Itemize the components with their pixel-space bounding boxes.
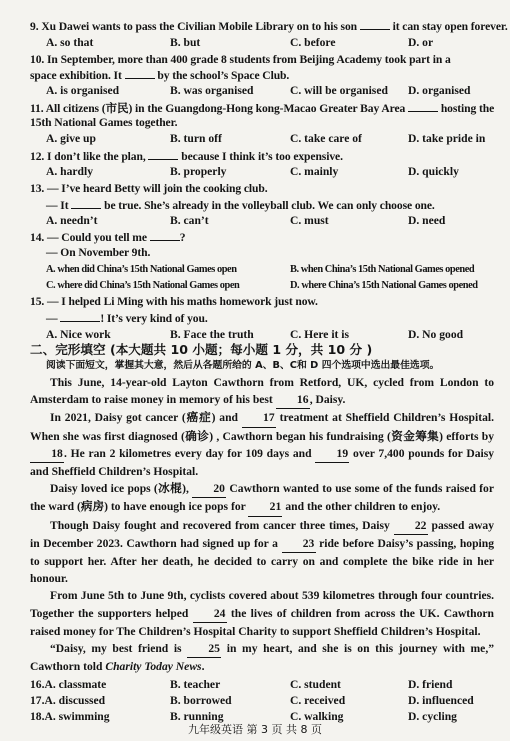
option-a: A. discussed bbox=[44, 694, 106, 707]
option-d: D. friend bbox=[408, 678, 453, 691]
blank-22: 22 bbox=[394, 517, 428, 535]
option-c: C. where did China’s 15th National Games open bbox=[46, 280, 240, 291]
option-d: D. where China’s 15th National Games opened bbox=[290, 280, 478, 291]
option-c: C. received bbox=[290, 694, 346, 707]
question-number: 13. bbox=[30, 182, 45, 195]
passage-paragraph bbox=[30, 374, 494, 409]
answer-blank bbox=[125, 67, 155, 79]
passage-text: . bbox=[201, 660, 205, 674]
options-10 bbox=[46, 83, 500, 98]
question-14-cont bbox=[46, 245, 494, 260]
option-b: B. can’t bbox=[170, 214, 209, 227]
options-13 bbox=[46, 213, 500, 228]
question-text: it can stay open forever. bbox=[392, 20, 508, 33]
blank-17: 17 bbox=[242, 409, 276, 427]
question-text: All citizens (市民) in the Guangdong-Hong kong-Macao Greater Bay Area bbox=[45, 102, 406, 115]
option-row bbox=[30, 693, 105, 708]
option-c: C. mainly bbox=[290, 165, 339, 178]
passage-text: In 2021, Daisy got cancer (癌症) and bbox=[50, 411, 238, 425]
blank-25: 25 bbox=[187, 640, 221, 658]
publication-name: Charity Today News bbox=[105, 660, 202, 674]
question-number: 12. bbox=[30, 150, 45, 163]
passage-text: treatment at Sheffield Children’s Hospital. When she was first diagnosed (确诊) , Cawthorn began his fundraising (资金筹集) efforts by bbox=[30, 411, 494, 443]
passage-text: passed away in December 2023. Cawthorn had signed up for a bbox=[30, 518, 495, 550]
blank-19: 19 bbox=[315, 445, 349, 463]
question-13-cont bbox=[46, 197, 494, 213]
question-text: Xu Dawei wants to pass the Civilian Mobile Library on to his son bbox=[41, 20, 357, 33]
option-row bbox=[30, 677, 106, 692]
passage-text: . He ran 2 kilometres every day for 109 days and bbox=[64, 446, 312, 460]
answer-blank bbox=[408, 100, 438, 112]
question-number: 17. bbox=[30, 694, 45, 707]
question-text: because I think it’s too expensive. bbox=[181, 150, 343, 163]
passage-text: in my heart, and she is on this journey with me,” Cawthorn told bbox=[30, 642, 495, 674]
question-text: — On November 9th. bbox=[46, 246, 151, 259]
question-10-cont bbox=[30, 67, 494, 83]
option-d: D. cycling bbox=[408, 710, 457, 723]
cloze-options-16 bbox=[30, 677, 500, 692]
passage-text: , Daisy. bbox=[309, 393, 346, 407]
question-number: 10. bbox=[30, 53, 45, 66]
option-c: C. must bbox=[290, 214, 329, 227]
passage-text: This June, 14-year-old Layton Cawthorn from Retford, UK, cycled from London to Amsterdam to raise money in memory of his best bbox=[30, 376, 494, 407]
passage-text: From June 5th to June 9th, cyclists covered about 539 kilometres through four countries. Together the supporters helped bbox=[30, 589, 494, 620]
option-a: A. when did China’s 15th National Games open bbox=[46, 264, 237, 275]
option-a: A. hardly bbox=[46, 165, 94, 178]
option-b: B. running bbox=[170, 710, 224, 723]
blank-20: 20 bbox=[192, 480, 226, 498]
cloze-passage bbox=[30, 374, 494, 675]
answer-blank bbox=[150, 229, 180, 241]
option-b: B. turn off bbox=[170, 132, 222, 145]
option-a: A. classmate bbox=[44, 678, 107, 691]
option-b: B. teacher bbox=[170, 678, 221, 691]
option-c: C. before bbox=[290, 36, 336, 49]
option-b: B. properly bbox=[170, 165, 227, 178]
question-number: 18. bbox=[30, 710, 45, 723]
option-d: D. take pride in bbox=[408, 132, 486, 145]
option-b: B. but bbox=[170, 36, 201, 49]
option-d: D. influenced bbox=[408, 694, 474, 707]
section-instruction: 阅读下面短文，掌握其大意，然后从各题所给的 A、B、C和 D 四个选项中选出最佳选项。 bbox=[46, 360, 440, 371]
option-b: B. when China’s 15th National Games opened bbox=[290, 264, 475, 275]
question-number: 16. bbox=[30, 678, 45, 691]
option-c: C. will be organised bbox=[290, 84, 388, 97]
blank-24: 24 bbox=[193, 605, 227, 623]
question-text: — Could you tell me bbox=[47, 231, 147, 244]
passage-paragraph bbox=[30, 640, 494, 675]
options-15 bbox=[46, 327, 500, 342]
question-13 bbox=[30, 181, 494, 196]
page-footer: 九年级英语 第 3 页 共 8 页 bbox=[188, 723, 322, 736]
passage-text: and the other children to enjoy. bbox=[285, 500, 441, 514]
option-b: B. Face the truth bbox=[170, 328, 254, 341]
question-text: ? bbox=[179, 231, 186, 244]
option-d: D. or bbox=[408, 36, 434, 49]
question-text: In September, more than 400 grade 8 students from Beijing Academy took part in a bbox=[47, 53, 451, 66]
question-text: — bbox=[46, 312, 58, 325]
question-text: space exhibition. It bbox=[30, 69, 122, 82]
option-a: A. needn’t bbox=[46, 214, 98, 227]
question-number: 9. bbox=[30, 20, 39, 33]
question-number: 11. bbox=[30, 102, 44, 115]
question-10 bbox=[30, 52, 494, 67]
option-c: C. student bbox=[290, 678, 341, 691]
passage-text: Daisy loved ice pops (冰棍), bbox=[50, 482, 189, 496]
question-text: hosting the bbox=[440, 102, 495, 115]
option-b: B. borrowed bbox=[170, 694, 232, 707]
option-a: A. Nice work bbox=[46, 328, 111, 341]
question-text: ! It’s very kind of you. bbox=[100, 312, 208, 325]
option-d: D. need bbox=[408, 214, 446, 227]
question-15 bbox=[30, 294, 494, 309]
passage-text: Cawthorn wanted to use some of the funds raised for the ward (病房) to have enough ice pops for bbox=[30, 482, 494, 514]
option-d: D. No good bbox=[408, 328, 464, 341]
option-a: A. so that bbox=[46, 36, 94, 49]
option-c: C. walking bbox=[290, 710, 344, 723]
question-12 bbox=[30, 148, 494, 164]
options-11 bbox=[46, 131, 500, 146]
question-11-cont bbox=[30, 115, 494, 130]
question-11 bbox=[30, 100, 494, 116]
passage-text: Though Daisy fought and recovered from cancer three times, Daisy bbox=[50, 518, 390, 532]
passage-paragraph bbox=[30, 587, 494, 640]
question-text: by the school’s Space Club. bbox=[157, 69, 290, 82]
passage-text: the lives of children from across the UK. Cawthorn raised money for The Children’s Hospital Charity to support Sheffield Children’s Hospital. bbox=[30, 606, 494, 638]
question-text: — It bbox=[46, 199, 69, 212]
option-a: A. give up bbox=[46, 132, 96, 145]
question-14 bbox=[30, 229, 494, 245]
question-text: — I helped Li Ming with his maths homework just now. bbox=[47, 295, 318, 308]
blank-16: 16 bbox=[276, 391, 310, 409]
answer-blank bbox=[60, 310, 100, 322]
question-text: be true. She’s already in the volleyball club. We can only choose one. bbox=[104, 199, 435, 212]
blank-21: 21 bbox=[248, 498, 282, 516]
options-14-row2 bbox=[46, 278, 500, 293]
question-text: — I’ve heard Betty will join the cooking club. bbox=[47, 182, 268, 195]
answer-blank bbox=[71, 197, 101, 209]
question-number: 14. bbox=[30, 231, 45, 244]
option-a: A. is organised bbox=[46, 84, 120, 97]
option-c: C. take care of bbox=[290, 132, 362, 145]
answer-blank bbox=[148, 148, 178, 160]
question-number: 15. bbox=[30, 295, 45, 308]
option-a: A. swimming bbox=[44, 710, 110, 723]
passage-text: ride before Daisy’s passing, hoping to support her. After her death, he decided to carry on and complete the bike ride in her honour. bbox=[30, 536, 495, 586]
passage-paragraph bbox=[30, 480, 494, 516]
question-text: I don’t like the plan, bbox=[47, 150, 146, 163]
passage-text: “Daisy, my best friend is bbox=[50, 642, 182, 656]
option-b: B. was organised bbox=[170, 84, 254, 97]
passage-paragraph bbox=[30, 517, 494, 588]
question-text: 15th National Games together. bbox=[30, 116, 178, 129]
blank-18: 18 bbox=[30, 445, 64, 463]
question-9 bbox=[30, 18, 508, 34]
passage-paragraph bbox=[30, 409, 494, 480]
options-12 bbox=[46, 164, 500, 179]
option-c: C. Here it is bbox=[290, 328, 350, 341]
section-title: 二、完形填空 (本大题共 10 小题；每小题 1 分，共 10 分 ) bbox=[30, 342, 373, 357]
question-15-cont bbox=[46, 310, 494, 326]
cloze-options-17 bbox=[30, 693, 500, 708]
option-d: D. organised bbox=[408, 84, 471, 97]
passage-text: over 7,400 pounds for Daisy and Sheffield Children’s Hospital. bbox=[30, 446, 495, 479]
option-d: D. quickly bbox=[408, 165, 459, 178]
blank-23: 23 bbox=[282, 535, 316, 553]
options-14-row1 bbox=[46, 262, 500, 277]
answer-blank bbox=[360, 18, 390, 30]
options-9 bbox=[46, 35, 500, 50]
